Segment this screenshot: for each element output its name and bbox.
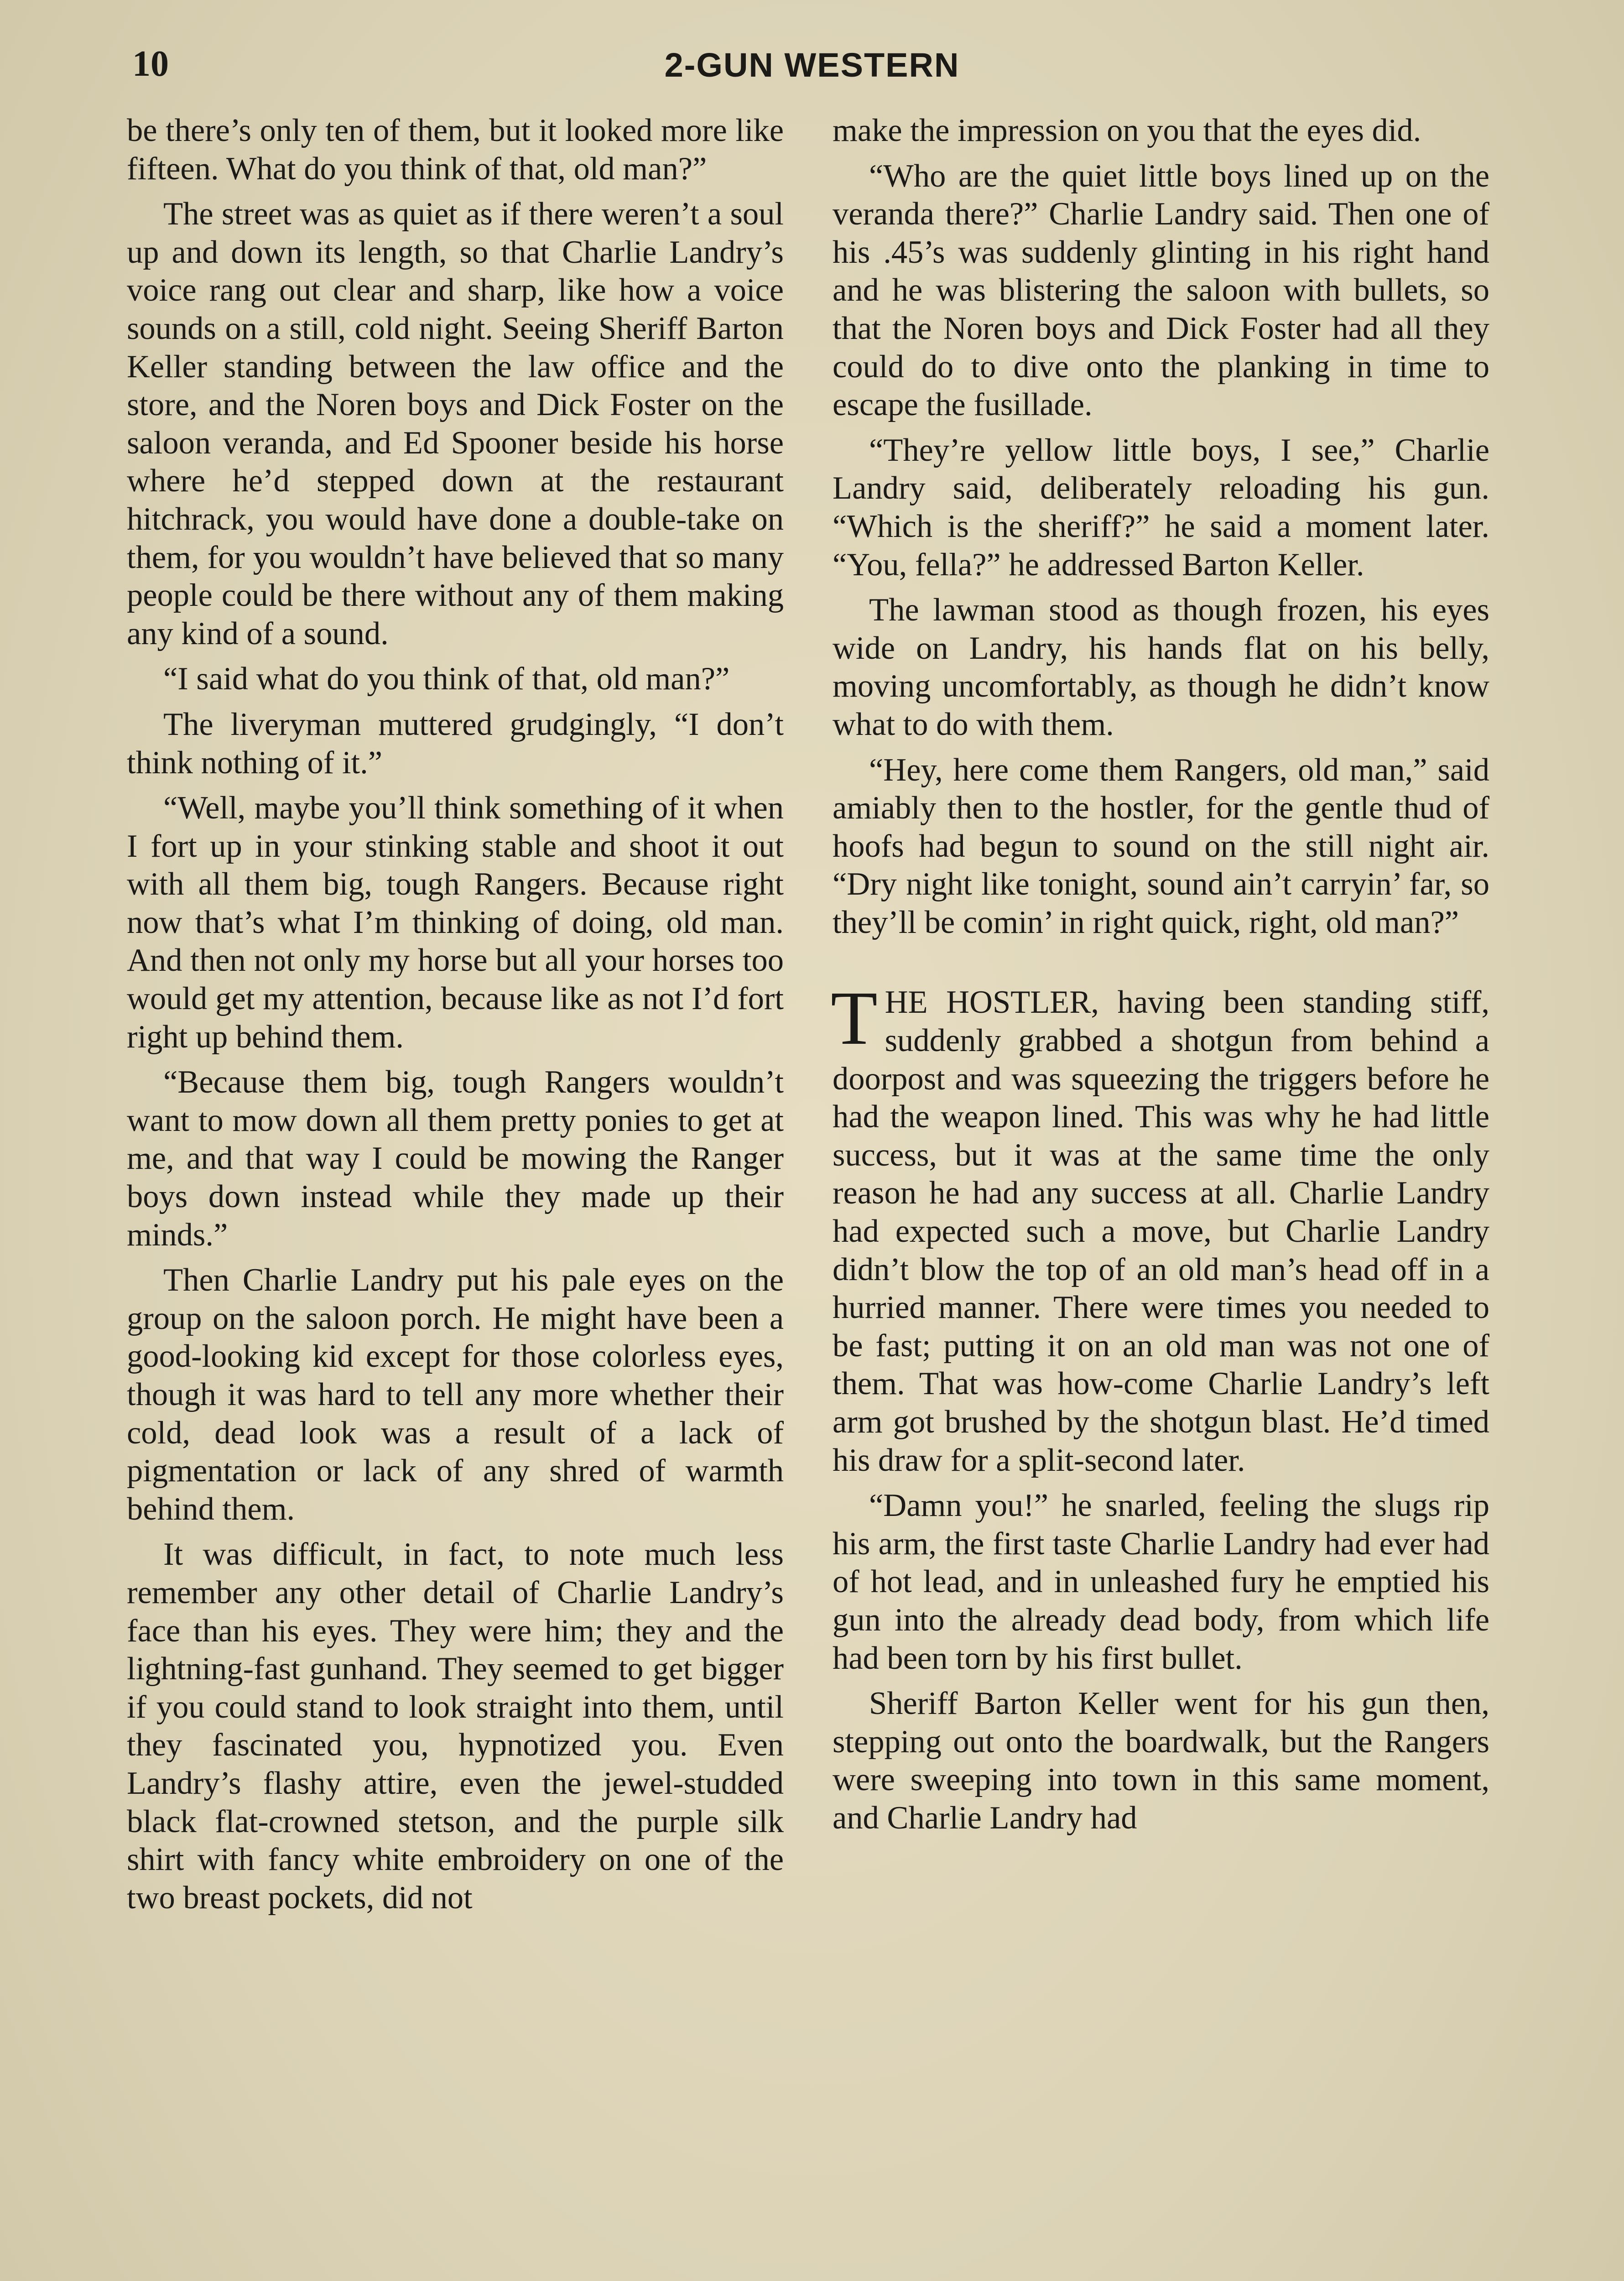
- running-head: 2-GUN WESTERN: [664, 46, 960, 84]
- paragraph: “Hey, here come them Rangers, old man,” said amiably then to the hostler, for the gentle thud of hoofs had begun to sound on the still night air. “Dry night like tonight, sound ain’t carryin’ far, so they’ll be comin’ in right quick, right, old man?”: [833, 752, 1489, 940]
- section-break: [833, 942, 1489, 984]
- paragraph: The liveryman muttered grudgingly, “I don’t think nothing of it.”: [127, 706, 784, 781]
- paragraph: “Damn you!” he snarled, feeling the slugs rip his arm, the first taste Charlie Landry had ever had of hot lead, and in unleashed fury he emptied his gun into the already dead body, from which life had been torn by his first bullet.: [833, 1488, 1489, 1676]
- paragraph: make the impression on you that the eyes did.: [833, 113, 1421, 148]
- section-opening-paragraph: [831, 976, 1489, 1479]
- paragraph: The lawman stood as though frozen, his eyes wide on Landry, his hands flat on his belly, moving uncomfortably, as though he didn’t know what to do with them.: [833, 592, 1489, 742]
- paragraph: Then Charlie Landry put his pale eyes on the group on the saloon porch. He might have been a good-looking kid except for those colorless eyes, though it was hard to tell any more whether their cold, dead look was a result of a lack of pigmentation or lack of any shred of warmth behind them.: [127, 1262, 784, 1527]
- drop-cap: T: [831, 976, 878, 1061]
- paragraph-text: HE HOSTLER, having been standing stiff, suddenly grabbed a shotgun from behind a doorpost and was squeezing the triggers before he had the weapon lined. This was why he had little success, but it was at the same time the only reason he had any success at all. Charlie Landry had expected such a move, but Charlie Landry didn’t blow the top of an old man’s head off in a hurried manner. There were times you needed to be fast; putting it on an old man was not one of them. That was how-come Charlie Landry’s left arm got brushed by the shotgun blast. He’d timed his draw for a split-second later.: [833, 984, 1489, 1478]
- page-number: 10: [132, 44, 169, 84]
- right-column: [833, 112, 1489, 1838]
- paragraph: It was difficult, in fact, to note much less remember any other detail of Charlie Landry’s face than his eyes. They were him; they and the lightning-fast gunhand. They seemed to get bigger if you could stand to look straight into them, until they fascinated you, hypnotized you. Even Landry’s flashy attire, even the jewel-studded black flat-crowned stetson, and the purple silk shirt with fancy white embroidery on one of the two breast pockets, did not: [127, 1536, 784, 1916]
- paragraph: “I said what do you think of that, old man?”: [163, 661, 730, 697]
- paragraph: “Well, maybe you’ll think something of it when I fort up in your stinking stable and shoot it out with all them big, tough Rangers. Because right now that’s what I’m thinking of doing, old man. And then not only my horse but all your horses too would get my attention, because like as not I’d fort right up behind them.: [127, 790, 784, 1055]
- paragraph: The street was as quiet as if there weren’t a soul up and down its length, so that Charlie Landry’s voice rang out clear and sharp, like how a voice sounds on a still, cold night. Seeing Sheriff Barton Keller standing between the law office and the store, and the Noren boys and Dick Foster on the saloon veranda, and Ed Spooner beside his horse where he’d stepped down at the restaurant hitchrack, you would have done a double-take on them, for you wouldn’t have believed that so many people could be there without any of them making any kind of a sound.: [127, 196, 784, 651]
- paragraph: “Because them big, tough Rangers wouldn’t want to mow down all them pretty ponies to get at me, and that way I could be mowing the Ranger boys down instead while they made up their minds.”: [127, 1064, 784, 1253]
- paragraph: be there’s only ten of them, but it looked more like fifteen. What do you think of that, old man?”: [127, 113, 784, 187]
- paragraph: “Who are the quiet little boys lined up on the veranda there?” Charlie Landry said. Then one of his .45’s was suddenly glinting in his right hand and he was blistering the saloon with bullets, so that the Noren boys and Dick Foster had all they could do to dive onto the planking in time to escape the fusillade.: [833, 158, 1489, 423]
- paragraph: “They’re yellow little boys, I see,” Charlie Landry said, deliberately reloading his gun. “Which is the sheriff?” he said a moment later. “You, fella?” he addressed Barton Keller.: [833, 432, 1489, 583]
- paragraph: Sheriff Barton Keller went for his gun then, stepping out onto the boardwalk, but the Rangers were sweeping into town in this same moment, and Charlie Landry had: [833, 1686, 1489, 1836]
- left-column: [127, 112, 784, 1917]
